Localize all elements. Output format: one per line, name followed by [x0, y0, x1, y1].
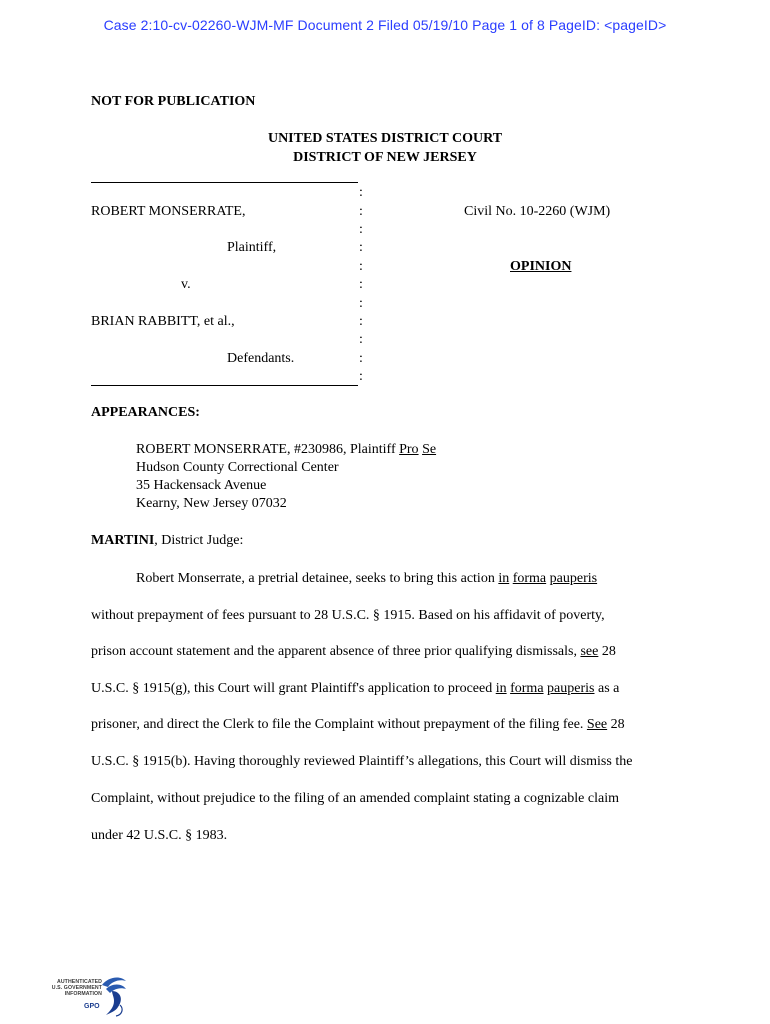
caption-colon: : [359, 332, 363, 347]
caption-colon: : [359, 240, 363, 255]
pauperis-word: pauperis [547, 681, 595, 696]
defendant-role: Defendants. [227, 351, 295, 366]
plaintiff-role: Plaintiff, [227, 240, 277, 255]
judge-title: , District Judge: [154, 533, 244, 548]
not-for-publication-label: NOT FOR PUBLICATION [91, 94, 256, 109]
versus: v. [181, 277, 191, 292]
caption-top-rule [91, 182, 358, 183]
caption-colon: : [359, 351, 363, 366]
opinion-title: OPINION [510, 259, 572, 274]
gpo-authentication-seal [44, 975, 130, 1017]
body-line-6: U.S.C. § 1915(b). Having thoroughly reviewed Plaintiff’s allegations, this Court will dismiss the [91, 754, 633, 769]
body-text: U.S.C. § 1915(g), this Court will grant Plaintiff's application to proceed [91, 681, 496, 696]
seal-gpo-label: GPO [84, 1003, 100, 1010]
pauperis-word: pauperis [549, 571, 598, 586]
pro-word: Pro [399, 442, 419, 457]
body-text: as a [594, 681, 620, 696]
body-line-1 [136, 571, 597, 587]
see-signal: See [586, 717, 608, 732]
body-text: Robert Monserrate, a pretrial detainee, seeks to bring this action [136, 571, 499, 586]
body-text: 28 [598, 644, 616, 659]
forma-word: forma [512, 571, 547, 586]
plaintiff-name: ROBERT MONSERRATE, [91, 204, 246, 219]
appearances-heading: APPEARANCES: [91, 405, 200, 420]
seal-line-3: INFORMATION [64, 991, 102, 997]
caption-colon: : [359, 222, 363, 237]
see-signal: see [580, 644, 599, 659]
defendant-name: BRIAN RABBITT, et al., [91, 314, 235, 329]
body-text: prison account statement and the apparent absence of three prior qualifying dismissals, [91, 644, 581, 659]
address-line-2: 35 Hackensack Avenue [136, 478, 267, 493]
caption-colon: : [359, 204, 363, 219]
appearance-name: ROBERT MONSERRATE, #230986, Plaintiff [136, 442, 400, 457]
body-line-4 [91, 681, 619, 697]
appearance-name-line [136, 442, 436, 458]
court-district: DISTRICT OF NEW JERSEY [293, 150, 477, 165]
body-text: prisoner, and direct the Clerk to file the Complaint without prepayment of the filing fee. [91, 717, 587, 732]
seal-text [44, 979, 102, 997]
body-line-2: without prepayment of fees pursuant to 28 U.S.C. § 1915. Based on his affidavit of poverty, [91, 608, 605, 623]
address-line-1: Hudson County Correctional Center [136, 460, 339, 475]
address-line-3: Kearny, New Jersey 07032 [136, 496, 287, 511]
seal-line-2: U.S. GOVERNMENT [51, 985, 102, 991]
se-word: Se [422, 442, 437, 457]
caption-colon: : [359, 277, 363, 292]
forma-word: forma [510, 681, 544, 696]
in-word: in [495, 681, 507, 696]
court-name: UNITED STATES DISTRICT COURT [267, 131, 503, 146]
body-text: 28 [607, 717, 625, 732]
judge-line [91, 533, 243, 549]
caption-colon: : [359, 314, 363, 329]
judge-name: MARTINI [91, 533, 155, 548]
caption-colon: : [359, 369, 363, 384]
caption-colon: : [359, 296, 363, 311]
body-line-5 [91, 717, 625, 733]
body-line-3 [91, 644, 616, 660]
body-line-7: Complaint, without prejudice to the filing of an amended complaint stating a cognizable claim [91, 791, 619, 806]
civil-number: Civil No. 10-2260 (WJM) [464, 204, 611, 219]
body-line-8: under 42 U.S.C. § 1983. [91, 828, 228, 843]
seal-line-1: AUTHENTICATED [56, 979, 102, 985]
in-word: in [498, 571, 510, 586]
case-header-stamp: Case 2:10-cv-02260-WJM-MF Document 2 Filed 05/19/10 Page 1 of 8 PageID: <pageID> [103, 17, 667, 33]
caption-bottom-rule [91, 385, 358, 386]
eagle-icon [98, 975, 130, 1017]
caption-colon: : [359, 185, 363, 200]
caption-colon: : [359, 259, 363, 274]
